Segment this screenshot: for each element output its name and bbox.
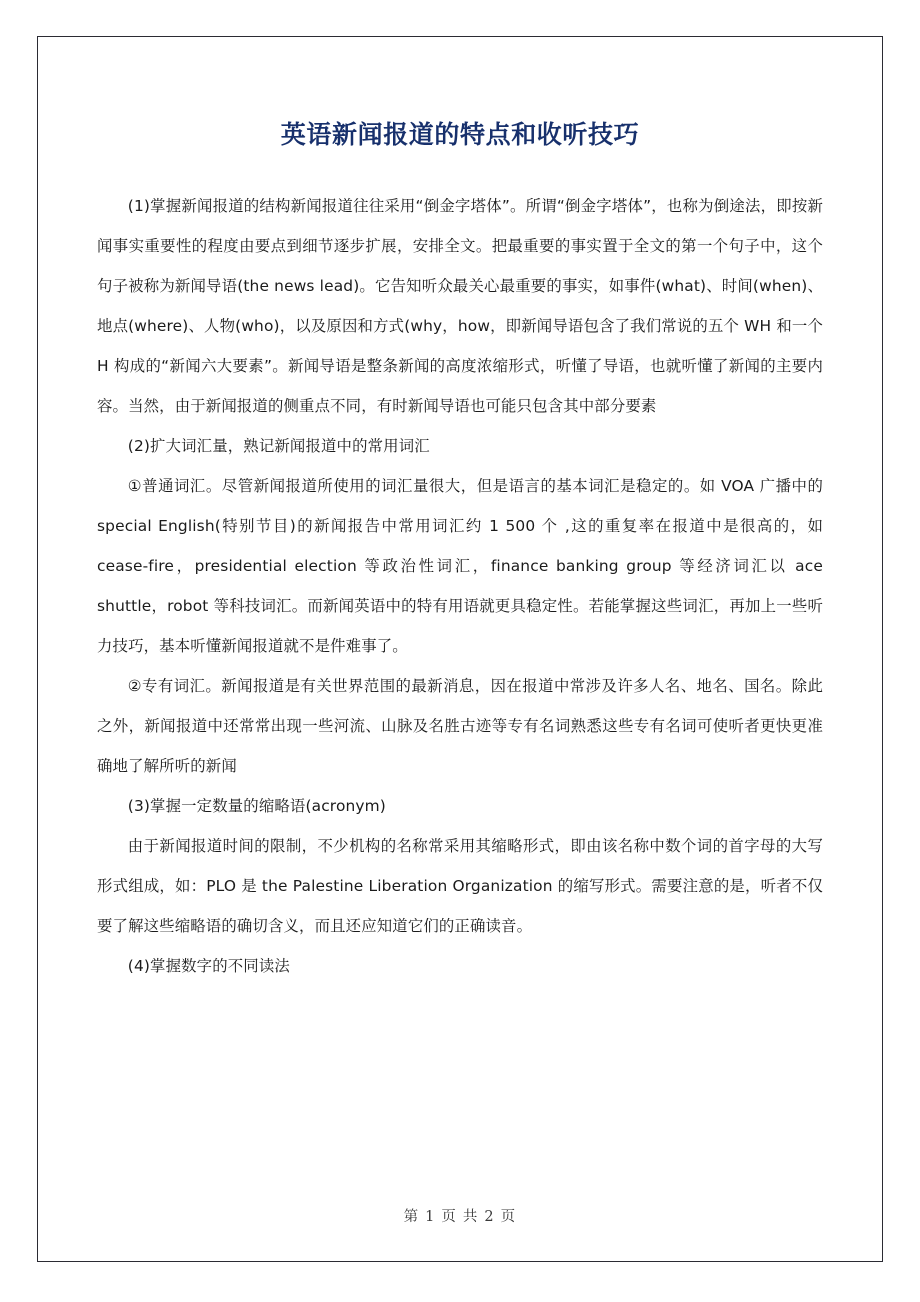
page-title: 英语新闻报道的特点和收听技巧 — [280, 120, 640, 149]
paragraph: 由于新闻报道时间的限制，不少机构的名称常采用其缩略形式，即由该名称中数个词的首字母的大写形式组成，如：PLO 是 the Palestine Liberation Organization 的缩写形式。需要注意的是，听者不仅要了解这些缩略语的确切含义，而且还应知道它们的正确读音。 — [97, 836, 823, 935]
paragraph: (3)掌握一定数量的缩略语(acronym) — [127, 796, 386, 815]
page-content — [37, 36, 883, 1262]
paragraph: (2)扩大词汇量，熟记新闻报道中的常用词汇 — [127, 436, 430, 455]
paragraph: ②专有词汇。新闻报道是有关世界范围的最新消息，因在报道中常涉及许多人名、地名、国名。除此之外，新闻报道中还常常出现一些河流、山脉及名胜古迹等专有名词熟悉这些专有名词可使听者更快更准确地了解所听的新闻 — [97, 676, 823, 775]
document-body — [97, 186, 823, 986]
paragraph: (1)掌握新闻报道的结构新闻报道往往采用“倒金字塔体”。所谓“倒金字塔体”，也称为倒途法，即按新闻事实重要性的程度由要点到细节逐步扩展，安排全文。把最重要的事实置于全文的第一个句子中，这个句子被称为新闻导语(the news lead)。它告知听众最关心最重要的事实，如事件(what)、时间(when)、地点(where)、人物(who)，以及原因和方式(why，how，即新闻导语包含了我们常说的五个 WH 和一个 H 构成的“新闻六大要素”。新闻导语是整条新闻的高度浓缩形式，听懂了导语，也就听懂了新闻的主要内容。当然，由于新闻报道的侧重点不同，有时新闻导语也可能只包含其中部分要素 — [97, 196, 823, 415]
paragraph: (4)掌握数字的不同读法 — [127, 956, 290, 975]
paragraph: ①普通词汇。尽管新闻报道所使用的词汇量很大，但是语言的基本词汇是稳定的。如 VOA 广播中的 special English(特别节目)的新闻报告中常用词汇约 1 500 个 ,这的重复率在报道中是很高的，如 cease-fire，presidential election 等政治性词汇，finance banking group 等经济词汇以 ace shuttle，robot 等科技词汇。而新闻英语中的特有用语就更具稳定性。若能掌握这些词汇，再加上一些听力技巧，基本听懂新闻报道就不是件难事了。 — [97, 476, 823, 655]
page-footer: 第 1 页 共 2 页 — [403, 1209, 517, 1225]
